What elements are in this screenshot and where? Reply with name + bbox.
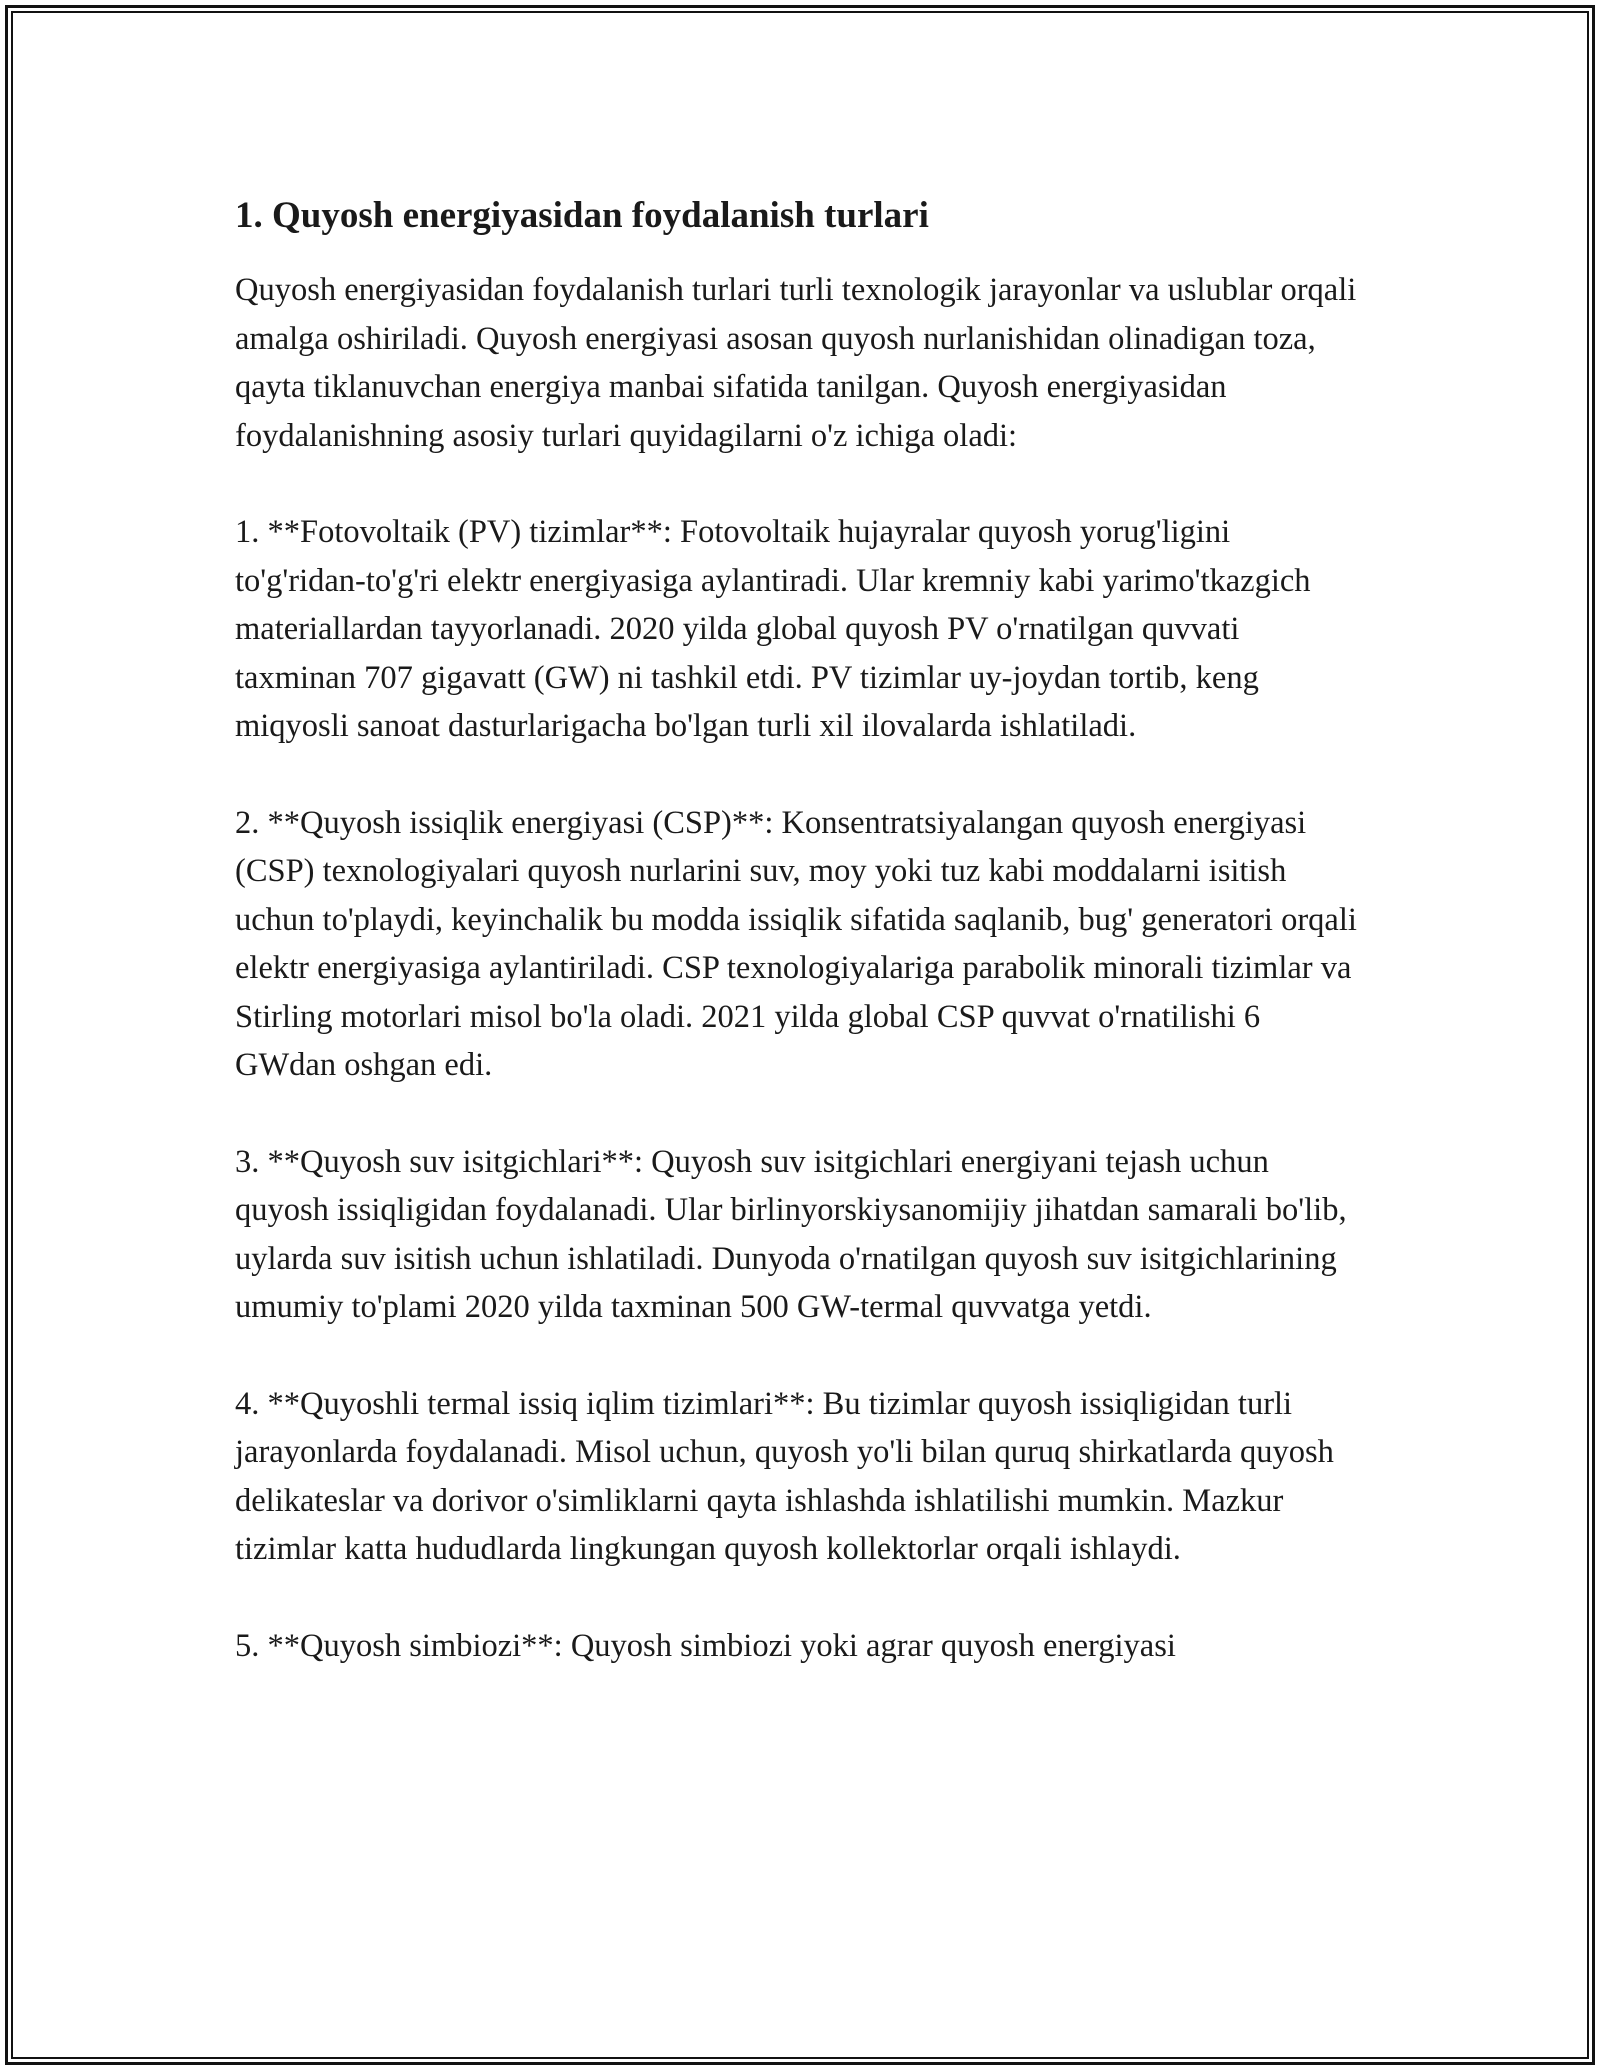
document-body bbox=[235, 186, 1365, 1670]
document-title: 1. Quyosh energiyasidan foydalanish turlari bbox=[235, 195, 929, 236]
intro-paragraph: Quyosh energiyasidan foydalanish turlari turli texnologik jarayonlar va uslublar orqali amalga oshiriladi. Quyosh energiyasi asosan quyosh nurlanishidan olinadigan toza, qayta tiklanuvchan energiya manbai sifatida tanilgan. Quyosh energiyasidan foydalanishning asosiy turlari quyidagilarni o'z ichiga oladi: bbox=[235, 272, 1357, 454]
paragraph-solar-symbiosis: 5. **Quyosh simbiozi**: Quyosh simbiozi yoki agrar quyosh energiyasi bbox=[235, 1627, 1176, 1664]
paragraph-pv-systems: 1. **Fotovoltaik (PV) tizimlar**: Fotovoltaik hujayralar quyosh yorug'ligini to'g'ridan-to'g'ri elektr energiyasiga aylantiradi. Ular kremniy kabi yarimo'tkazgich materiallardan tayyorlanadi. 2020 yilda global quyosh PV o'rnatilgan quvvati taxminan 707 gigavatt (GW) ni tashkil etdi. PV tizimlar uy-joydan tortib, keng miqyosli sanoat dasturlarigacha bo'lgan turli xil ilovalarda ishlatiladi. bbox=[235, 514, 1311, 744]
paragraph-solar-thermal-systems: 4. **Quyoshli termal issiq iqlim tizimlari**: Bu tizimlar quyosh issiqligidan turli jarayonlarda foydalanadi. Misol uchun, quyosh yo'li bilan quruq shirkatlarda quyosh delikateslar va dorivor o'simliklarni qayta ishlashda ishlatilishi mumkin. Mazkur tizimlar katta hududlarda lingkungan quyosh kollektorlar orqali ishlaydi. bbox=[235, 1385, 1334, 1567]
paragraph-csp: 2. **Quyosh issiqlik energiyasi (CSP)**: Konsentratsiyalangan quyosh energiyasi (CSP) texnologiyalari quyosh nurlarini suv, moy yoki tuz kabi moddalarni isitish uchun to'playdi, keyinchalik bu modda issiqlik sifatida saqlanib, bug' generatori orqali elektr energiyasiga aylantiriladi. CSP texnologiyalariga parabolik minorali tizimlar va Stirling motorlari misol bo'la oladi. 2021 yilda global CSP quvvat o'rnatilishi 6 GWdan oshgan edi. bbox=[235, 804, 1357, 1083]
paragraph-solar-water-heaters: 3. **Quyosh suv isitgichlari**: Quyosh suv isitgichlari energiyani tejash uchun quyosh issiqligidan foydalanadi. Ular birlinyorskiysanomijiy jihatdan samarali bo'lib, uylarda suv isitish uchun ishlatiladi. Dunyoda o'rnatilgan quyosh suv isitgichlarining umumiy to'plami 2020 yilda taxminan 500 GW-termal quvvatga yetdi. bbox=[235, 1143, 1347, 1325]
